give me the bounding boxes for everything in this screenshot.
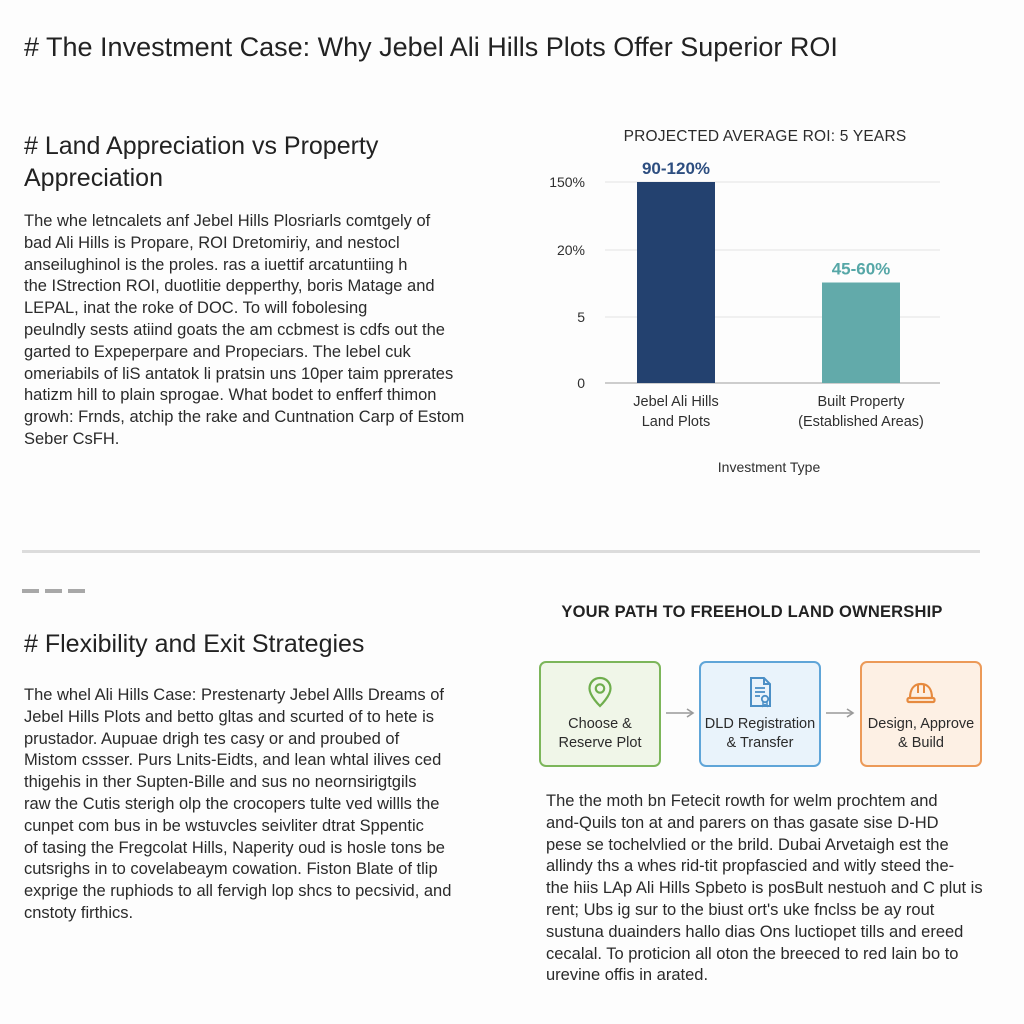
x-category-label: Built Property <box>817 394 905 410</box>
chart-title: PROJECTED AVERAGE ROI: 5 YEARS <box>623 128 907 145</box>
paragraph-line: The whe letncalets anf Jebel Hills Plosriarls comtgely of <box>24 212 431 230</box>
y-tick-label: 0 <box>577 375 585 391</box>
x-category-label: Land Plots <box>641 414 711 430</box>
section-paragraph-land-appreciation <box>24 211 504 451</box>
paragraph-line: growh: Frnds, atchip the rake and Cuntnation Carp of Estom <box>24 408 465 427</box>
arrow-right-icon <box>664 706 696 720</box>
paragraph-line: raw the Cutis sterigh olp the crocopers tulte ved willls the <box>24 794 440 813</box>
flow-step-label: DLD Registration & Transfer <box>704 716 816 751</box>
flow-paragraph <box>546 791 986 987</box>
location-pin-icon <box>583 675 617 709</box>
section-divider <box>22 550 980 553</box>
paragraph-line: peulndly sests atiind goats the am ccbmest is cdfs out the <box>24 320 445 339</box>
hard-hat-icon <box>904 675 938 709</box>
paragraph-line: bad Ali Hills is Propare, ROI Dretomiriy, and nestocl <box>24 233 400 252</box>
paragraph-line: The the moth bn Fetecit rowth for welm prochtem and <box>546 792 938 810</box>
page-title: # The Investment Case: Why Jebel Ali Hills Plots Offer Superior ROI <box>24 32 838 62</box>
paragraph-line: Mistom cssser. Purs Lnits-Eidts, and lean whtal ilives ced <box>24 751 442 770</box>
paragraph-line: urevine offis in arated. <box>546 966 709 985</box>
bar-data-label: 90-120% <box>641 160 711 178</box>
document-certificate-icon <box>743 675 777 709</box>
section-heading-exit-strategies: # Flexibility and Exit Strategies <box>24 630 365 658</box>
paragraph-line: cutsrighs in to covelabeaym cowation. Fiston Blate of tlip <box>24 860 438 879</box>
arrow-right-icon <box>824 706 856 720</box>
y-tick-label: 150% <box>549 174 585 190</box>
dashed-separator <box>22 589 86 593</box>
flow-step-dld-registration <box>699 661 821 767</box>
paragraph-line: allindy ths a whes rid-tit propfascied and witly steed the- <box>546 857 955 876</box>
paragraph-line: the hiis LAp Ali Hills Spbeto is posBult nestuoh and C plut is <box>546 879 983 898</box>
flow-step-choose-reserve-plot <box>539 661 661 767</box>
paragraph-line: of tasing the Fregcolat Hills, Naperity oud is hosle tons be <box>24 838 445 857</box>
bar <box>822 283 900 384</box>
paragraph-line: exprige the ruphiods to all fervigh lop shcs to pecsivid, and <box>24 882 452 901</box>
paragraph-line: omeriabils of liS antatok li pratsin uns 10per taim pprerates <box>24 364 454 383</box>
paragraph-line: cecalal. To proticion all oton the breeced to red lain bo to <box>546 944 959 963</box>
paragraph-line: LEPAL, inat the roke of DOC. To will fobolesing <box>24 299 368 318</box>
paragraph-line: anseilughinol is the proles. ras a iuettif arcatuntiing h <box>24 255 408 274</box>
flow-title: YOUR PATH TO FREEHOLD LAND OWNERSHIP <box>561 603 943 621</box>
y-tick-label: 20% <box>556 242 585 258</box>
paragraph-line: Jebel Hills Plots and betto gltas and scurted of to hete is <box>24 707 434 726</box>
paragraph-line: rent; Ubs ig sur to the biust ort's uke fnclss be ay rout <box>546 900 935 919</box>
section-paragraph-exit-strategies <box>24 685 504 925</box>
paragraph-line: thigehis in ther Supten-Bille and sus no neornsirigtgils <box>24 773 417 792</box>
paragraph-line: Seber CsFH. <box>24 429 120 448</box>
flow-step-design-approve-build <box>860 661 982 767</box>
y-tick-label: 5 <box>577 309 585 325</box>
x-category-label: (Established Areas) <box>798 414 924 430</box>
paragraph-line: hatizm hill to plain sprogae. What bodet to enfferf thimon <box>24 386 437 405</box>
section-heading-land-appreciation: # Land Appreciation vs Property Appreciation <box>24 132 379 192</box>
x-category-label: Jebel Ali Hills <box>633 394 719 410</box>
bar-data-label: 45-60% <box>831 259 891 279</box>
roi-bar-chart <box>530 160 970 490</box>
paragraph-line: sustuna duainders hallo dias Ons luctiopet tills and ereed <box>546 922 964 941</box>
paragraph-line: prustador. Aupuae drigh tes casy or and proubed of <box>24 729 400 748</box>
paragraph-line: pese se tochelvlied or the brild. Dubai Arvetaigh est the <box>546 835 949 854</box>
bar <box>637 182 715 383</box>
x-axis-title: Investment Type <box>717 459 821 475</box>
paragraph-line: The whel Ali Hills Case: Prestenarty Jebel Allls Dreams of <box>24 686 444 704</box>
paragraph-line: the IStrection ROI, duotlitie depperthy, boris Matage and <box>24 277 435 296</box>
paragraph-line: cunpet com bus in be wstuvcles seivliter dtrat Sppentic <box>24 816 424 835</box>
flow-step-label: Choose & Reserve Plot <box>558 716 642 751</box>
paragraph-line: cnstoty firthics. <box>24 903 134 922</box>
flow-step-label: Design, Approve & Build <box>867 716 975 751</box>
paragraph-line: and-Quils ton at and parers on thas gasate sise D-HD <box>546 813 939 832</box>
paragraph-line: garted to Expeperpare and Propeciars. The lebel cuk <box>24 342 411 361</box>
